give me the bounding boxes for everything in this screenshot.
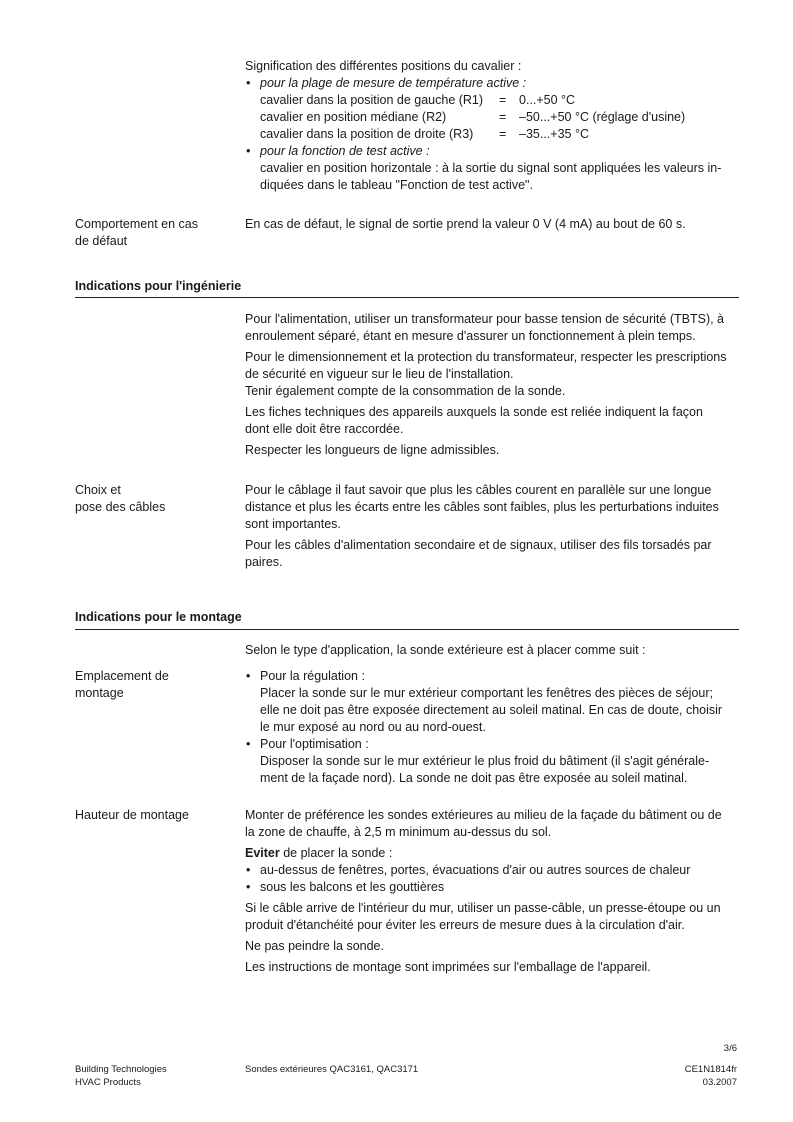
- cavalier-block: [245, 58, 740, 194]
- footer-date: 03.2007: [702, 1077, 737, 1088]
- section-divider: [75, 629, 739, 630]
- cavalier-intro: Signification des différentes positions du cavalier :: [245, 59, 522, 73]
- position-value: –50...+50 °C (réglage d'usine): [519, 110, 686, 124]
- footer-product: Sondes extérieures QAC3161, QAC3171: [245, 1064, 419, 1075]
- cables-text: [245, 482, 740, 575]
- text-line: Les fiches techniques des appareils auxquels la sonde est reliée indiquent la façon: [245, 405, 703, 419]
- paragraph: [245, 482, 740, 533]
- paragraph: [245, 537, 740, 571]
- footer-doc-id: CE1N1814fr: [684, 1064, 737, 1075]
- list-item: • sous les balcons et les gouttières: [245, 879, 740, 896]
- test-function-line: diquées dans le tableau "Fonction de test active".: [260, 178, 533, 192]
- position-label: cavalier dans la position de droite (R3): [260, 127, 474, 141]
- text-line: paires.: [245, 555, 283, 569]
- footer-company: [75, 1063, 167, 1089]
- defaut-label-line: Comportement en cas: [75, 217, 198, 231]
- text-line: enroulement séparé, étant en mesure d'assurer un fonctionnement à plein temps.: [245, 329, 696, 343]
- paragraph: [245, 349, 740, 400]
- emplacement-label-line: Emplacement de: [75, 669, 169, 683]
- text-line: distance et plus les écarts entre les câbles sont faibles, plus les perturbations induites: [245, 500, 719, 514]
- regulation-heading: • Pour la régulation :: [245, 668, 740, 685]
- eviter-line: [245, 845, 740, 862]
- text-line: la zone de chauffe, à 2,5 m minimum au-dessus du sol.: [245, 825, 552, 839]
- defaut-label-line: de défaut: [75, 234, 128, 248]
- text-line: ment de la façade nord). La sonde ne doit pas être exposée au soleil matinal.: [260, 771, 688, 785]
- hauteur-label: Hauteur de montage: [75, 808, 189, 822]
- position-value: –35...+35 °C: [519, 127, 589, 141]
- cables-label: [75, 482, 165, 516]
- footer-doc-info: [685, 1063, 737, 1089]
- test-function-line: cavalier en position horizontale : à la sortie du signal sont appliquées les valeurs in-: [260, 161, 722, 175]
- position-row-r2: [245, 109, 740, 126]
- paragraph: Les instructions de montage sont imprimées sur l'emballage de l'appareil.: [245, 960, 651, 974]
- paragraph: Ne pas peindre la sonde.: [245, 939, 384, 953]
- position-row-r1: [245, 92, 740, 109]
- text-line: le mur exposé au nord ou au nord-ouest.: [260, 720, 486, 734]
- footer-company-line: HVAC Products: [75, 1077, 141, 1088]
- text-line: Pour les câbles d'alimentation secondaire et de signaux, utiliser des fils torsadés par: [245, 538, 712, 552]
- text-line: Pour l'alimentation, utiliser un transformateur pour basse tension de sécurité (TBTS), à: [245, 312, 724, 326]
- section-divider: [75, 297, 739, 298]
- paragraph: [245, 404, 740, 438]
- list-item: • au-dessus de fenêtres, portes, évacuations d'air ou autres sources de chaleur: [245, 862, 740, 879]
- optimisation-heading: • Pour l'optimisation :: [245, 736, 740, 753]
- text-line: sont importantes.: [245, 517, 341, 531]
- page-number: 3/6: [723, 1043, 737, 1054]
- eviter-bold: Eviter: [245, 846, 280, 860]
- text-line: Pour le dimensionnement et la protection du transformateur, respecter les prescriptions: [245, 350, 727, 364]
- defaut-text: En cas de défaut, le signal de sortie prend la valeur 0 V (4 mA) au bout de 60 s.: [245, 217, 686, 231]
- paragraph: [245, 807, 740, 841]
- text-line: Monter de préférence les sondes extérieures au milieu de la façade du bâtiment ou de: [245, 808, 722, 822]
- text-line: de sécurité en vigueur sur le lieu de l'installation.: [245, 367, 514, 381]
- text-line: Placer la sonde sur le mur extérieur comportant les fenêtres des pièces de séjour;: [260, 686, 714, 700]
- cables-label-line: pose des câbles: [75, 500, 166, 514]
- text-line: dont elle doit être raccordée.: [245, 422, 404, 436]
- text-line: produit d'étanchéité pour éviter les erreurs de mesure dues à la circulation d'air.: [245, 918, 685, 932]
- eviter-rest: de placer la sonde :: [279, 846, 393, 860]
- emplacement-text: [245, 668, 740, 787]
- paragraph: [245, 900, 740, 934]
- section-title-ingenierie: Indications pour l'ingénierie: [75, 279, 242, 293]
- text-line: Disposer la sonde sur le mur extérieur le plus froid du bâtiment (il s'agit générale-: [260, 754, 710, 768]
- section-title-montage: Indications pour le montage: [75, 610, 242, 624]
- text-line: Tenir également compte de la consommation de la sonde.: [245, 384, 566, 398]
- montage-intro: Selon le type d'application, la sonde extérieure est à placer comme suit :: [245, 643, 646, 657]
- position-row-r3: [245, 126, 740, 143]
- text-line: Pour le câblage il faut savoir que plus les câbles courent en parallèle sur une longue: [245, 483, 712, 497]
- hauteur-text: [245, 807, 740, 980]
- paragraph: Respecter les longueurs de ligne admissibles.: [245, 443, 500, 457]
- position-eq: =: [499, 127, 507, 141]
- ingenierie-text: [245, 311, 740, 463]
- test-function-heading: • pour la fonction de test active :: [245, 143, 740, 160]
- position-label: cavalier en position médiane (R2): [260, 110, 447, 124]
- text-line: Si le câble arrive de l'intérieur du mur, utiliser un passe-câble, un presse-étoupe ou un: [245, 901, 721, 915]
- cables-label-line: Choix et: [75, 483, 121, 497]
- position-eq: =: [499, 93, 507, 107]
- defaut-label: [75, 216, 198, 250]
- position-eq: =: [499, 110, 507, 124]
- position-value: 0...+50 °C: [519, 93, 576, 107]
- text-line: elle ne doit pas être exposée directement au soleil matinal. En cas de doute, choisir: [260, 703, 723, 717]
- emplacement-label: [75, 668, 169, 702]
- paragraph: [245, 311, 740, 345]
- emplacement-label-line: montage: [75, 686, 124, 700]
- footer-company-line: Building Technologies: [75, 1064, 167, 1075]
- position-label: cavalier dans la position de gauche (R1): [260, 93, 484, 107]
- temp-range-heading: • pour la plage de mesure de température active :: [245, 75, 740, 92]
